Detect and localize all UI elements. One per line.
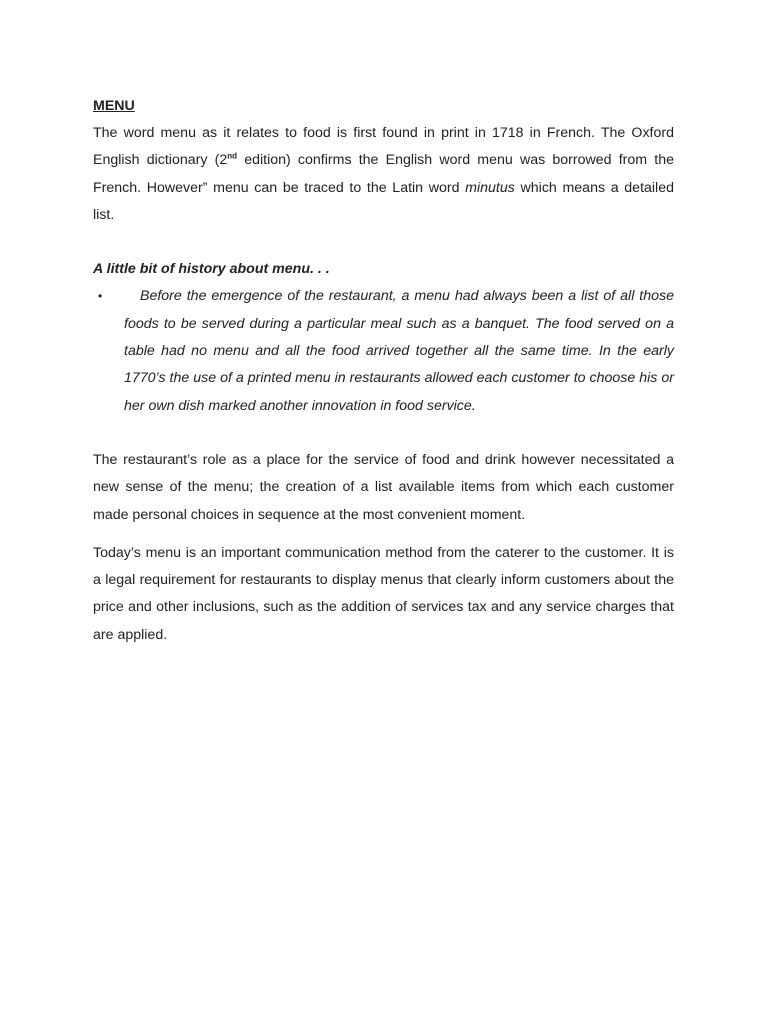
history-bullet-item	[93, 283, 674, 419]
latin-word: minutus	[465, 179, 515, 196]
restaurant-role-paragraph: The restaurant’s role as a place for the service of food and drink however necessitated a new sense of the menu; the creation of a list available items from which each customer made personal choices in sequence at the most convenient moment.	[93, 451, 674, 523]
intro-text-part2: edition) confirms the English word menu was borrowed from the French. However” menu can be traced to the Latin word	[93, 152, 675, 196]
document-page	[93, 96, 674, 649]
bullet-icon: •	[98, 289, 103, 304]
history-bullet-text: Before the emergence of the restaurant, a menu had always been a list of all those foods to be served during a particular meal such as a banquet. The food served on a table had no menu and all the food arrived together all the same time. In the early 1770’s the use of a printed menu in restaurants allowed each customer to choose his or her own dish marked another innovation in food service.	[124, 288, 674, 414]
history-heading: A little bit of history about menu. . .	[93, 261, 330, 278]
intro-text-part1: The word menu as it relates to food is first found in print in 1718 in French. The Oxford English dictionary (2	[93, 125, 674, 169]
ordinal-superscript: nd	[227, 151, 238, 161]
intro-paragraph	[93, 120, 674, 229]
todays-menu-paragraph: Today’s menu is an important communication method from the caterer to the customer. It is a legal requirement for restaurants to display menus that clearly inform customers about the price and other inclusions, such as the addition of services tax and any service charges that are applied.	[93, 544, 674, 643]
intro-text-part3: which means a detailed list.	[93, 179, 674, 223]
document-title: MENU	[93, 98, 135, 114]
